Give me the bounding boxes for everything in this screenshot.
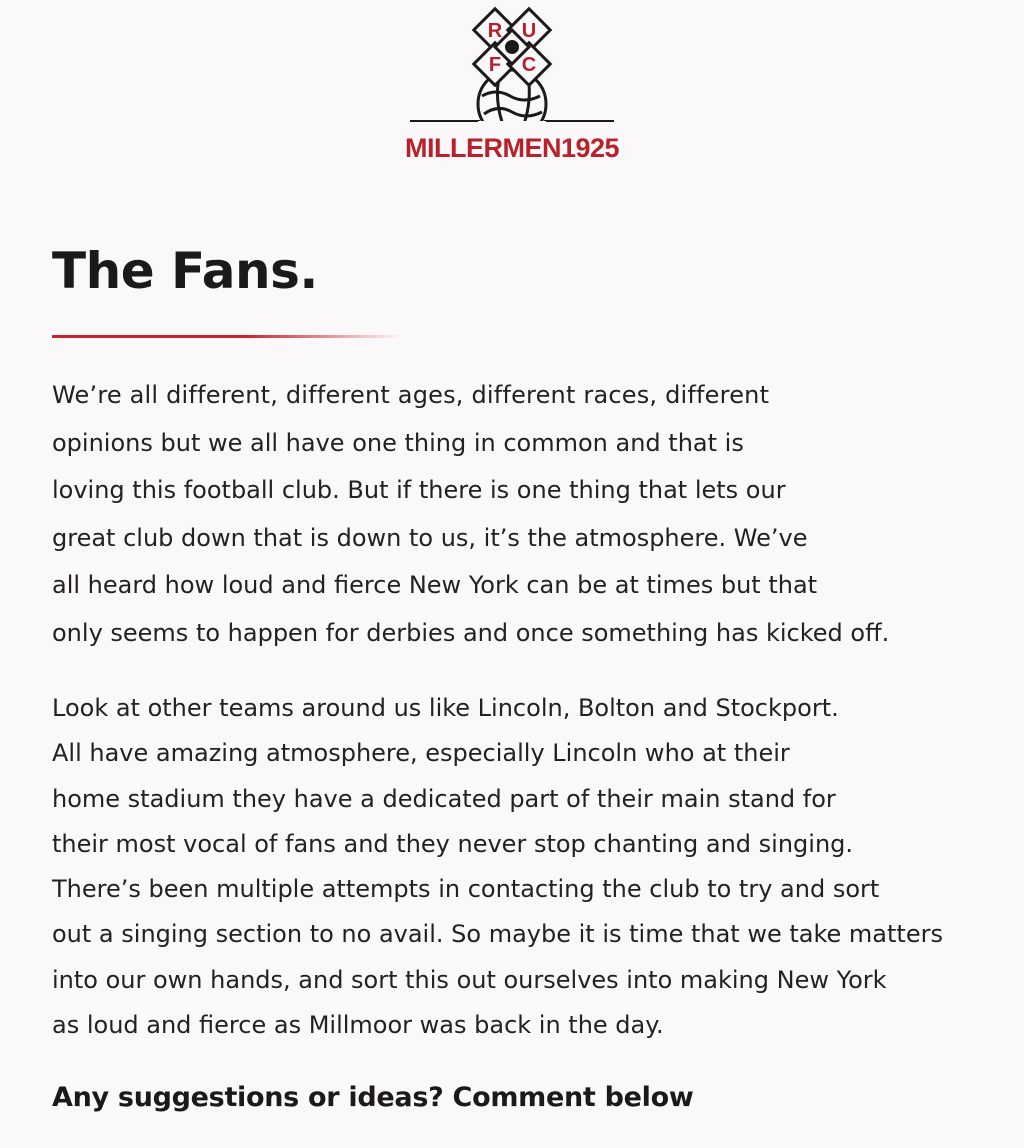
paragraph-line: as loud and fierce as Millmoor was back in the day. — [52, 1011, 664, 1040]
crest-letter-u: U — [521, 20, 537, 42]
paragraph-line: There’s been multiple attempts in contacting the club to try and sort — [52, 875, 880, 904]
paragraph-line: their most vocal of fans and they never stop chanting and singing. — [52, 829, 854, 858]
crest-letter-f: F — [488, 54, 502, 76]
paragraph-line: Look at other teams around us like Lincoln, Bolton and Stockport. — [52, 694, 839, 722]
paragraph-line: loving this football club. But if there is one thing that lets our — [52, 476, 786, 504]
paragraph-line: great club down that is down to us, it’s the atmosphere. We’ve — [52, 523, 808, 552]
club-logo — [400, 4, 624, 164]
paragraph-line: out a singing section to no avail. So maybe it is time that we take matters — [52, 920, 943, 949]
paragraph-line: home stadium they have a dedicated part of their main stand for — [52, 784, 836, 813]
call-to-action: Any suggestions or ideas? Comment below — [52, 1082, 694, 1113]
paragraph-line: into our own hands, and sort this out ourselves into making New York — [52, 965, 887, 994]
paragraph-line: only seems to happen for derbies and once something has kicked off. — [52, 618, 890, 647]
paragraph-line: All have amazing atmosphere, especially Lincoln who at their — [52, 739, 790, 768]
crest-letter-c: C — [521, 54, 537, 76]
page-title: The Fans. — [52, 242, 318, 300]
club-wordmark: MILLERMEN1925 — [404, 133, 620, 163]
crest-center-ball — [505, 40, 519, 54]
paragraph-line: opinions but we all have one thing in common and that is — [52, 428, 744, 457]
paragraph-line: We’re all different, different ages, different races, different — [52, 381, 770, 409]
crest-football-icon — [400, 4, 624, 134]
paragraph-line: all heard how loud and fierce New York can be at times but that — [52, 571, 818, 599]
paragraph-2 — [52, 686, 982, 1048]
paragraph-1 — [52, 372, 982, 657]
crest-letter-r: R — [487, 20, 503, 42]
title-divider — [52, 335, 402, 338]
